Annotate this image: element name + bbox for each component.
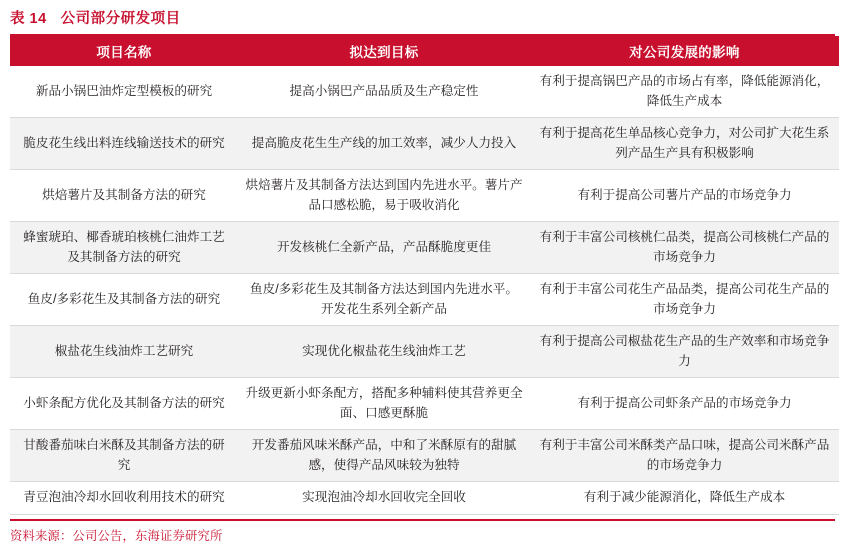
column-header-project-name: 项目名称 — [10, 36, 238, 66]
table-row — [10, 430, 839, 482]
cell-project-name: 小虾条配方优化及其制备方法的研究 — [10, 378, 238, 430]
table-header-row — [10, 36, 839, 66]
table-row — [10, 170, 839, 222]
projects-table — [10, 36, 839, 515]
table-row — [10, 378, 839, 430]
cell-project-name: 蜂蜜琥珀、椰香琥珀核桃仁油炸工艺及其制备方法的研究 — [10, 222, 238, 274]
cell-goal: 烘焙薯片及其制备方法达到国内先进水平。薯片产品口感松脆，易于吸收消化 — [238, 170, 530, 222]
cell-impact: 有利于提高花生单品核心竞争力，对公司扩大花生系列产品生产具有积极影响 — [530, 118, 839, 170]
cell-project-name: 椒盐花生线油炸工艺研究 — [10, 326, 238, 378]
table-row — [10, 326, 839, 378]
figure-title — [8, 0, 837, 34]
cell-impact: 有利于丰富公司核桃仁品类，提高公司核桃仁产品的市场竞争力 — [530, 222, 839, 274]
source-note: 资料来源：公司公告，东海证券研究所 — [10, 528, 223, 543]
cell-impact: 有利于提高公司虾条产品的市场竞争力 — [530, 378, 839, 430]
cell-goal: 实现优化椒盐花生线油炸工艺 — [238, 326, 530, 378]
cell-impact: 有利于提高公司薯片产品的市场竞争力 — [530, 170, 839, 222]
cell-impact: 有利于丰富公司花生产品品类，提高公司花生产品的市场竞争力 — [530, 274, 839, 326]
table-row — [10, 482, 839, 515]
cell-goal: 升级更新小虾条配方，搭配多种辅料使其营养更全面、口感更酥脆 — [238, 378, 530, 430]
figure-caption: 公司部分研发项目 — [60, 11, 181, 27]
table-row — [10, 118, 839, 170]
cell-impact: 有利于提高公司椒盐花生产品的生产效率和市场竞争力 — [530, 326, 839, 378]
cell-project-name: 甘酸番茄味白米酥及其制备方法的研究 — [10, 430, 238, 482]
cell-impact: 有利于减少能源消化，降低生产成本 — [530, 482, 839, 515]
cell-project-name: 鱼皮/多彩花生及其制备方法的研究 — [10, 274, 238, 326]
cell-goal: 开发番茄风味米酥产品，中和了米酥原有的甜腻感，使得产品风味较为独特 — [238, 430, 530, 482]
column-header-goal: 拟达到目标 — [238, 36, 530, 66]
cell-project-name: 新品小锅巴油炸定型模板的研究 — [10, 66, 238, 118]
cell-goal: 实现泡油冷却水回收完全回收 — [238, 482, 530, 515]
cell-project-name: 烘焙薯片及其制备方法的研究 — [10, 170, 238, 222]
cell-goal: 提高小锅巴产品品质及生产稳定性 — [238, 66, 530, 118]
column-header-impact: 对公司发展的影响 — [530, 36, 839, 66]
cell-goal: 开发核桃仁全新产品，产品酥脆度更佳 — [238, 222, 530, 274]
cell-goal: 鱼皮/多彩花生及其制备方法达到国内先进水平。开发花生系列全新产品 — [238, 274, 530, 326]
table-row — [10, 222, 839, 274]
cell-impact: 有利于提高锅巴产品的市场占有率，降低能源消化，降低生产成本 — [530, 66, 839, 118]
cell-project-name: 脆皮花生线出料连线输送技术的研究 — [10, 118, 238, 170]
cell-impact: 有利于丰富公司米酥类产品口味，提高公司米酥产品的市场竞争力 — [530, 430, 839, 482]
table-row — [10, 66, 839, 118]
cell-project-name: 青豆泡油冷却水回收利用技术的研究 — [10, 482, 238, 515]
table-row — [10, 274, 839, 326]
cell-goal: 提高脆皮花生生产线的加工效率，减少人力投入 — [238, 118, 530, 170]
figure-number: 表 14 — [10, 11, 47, 27]
